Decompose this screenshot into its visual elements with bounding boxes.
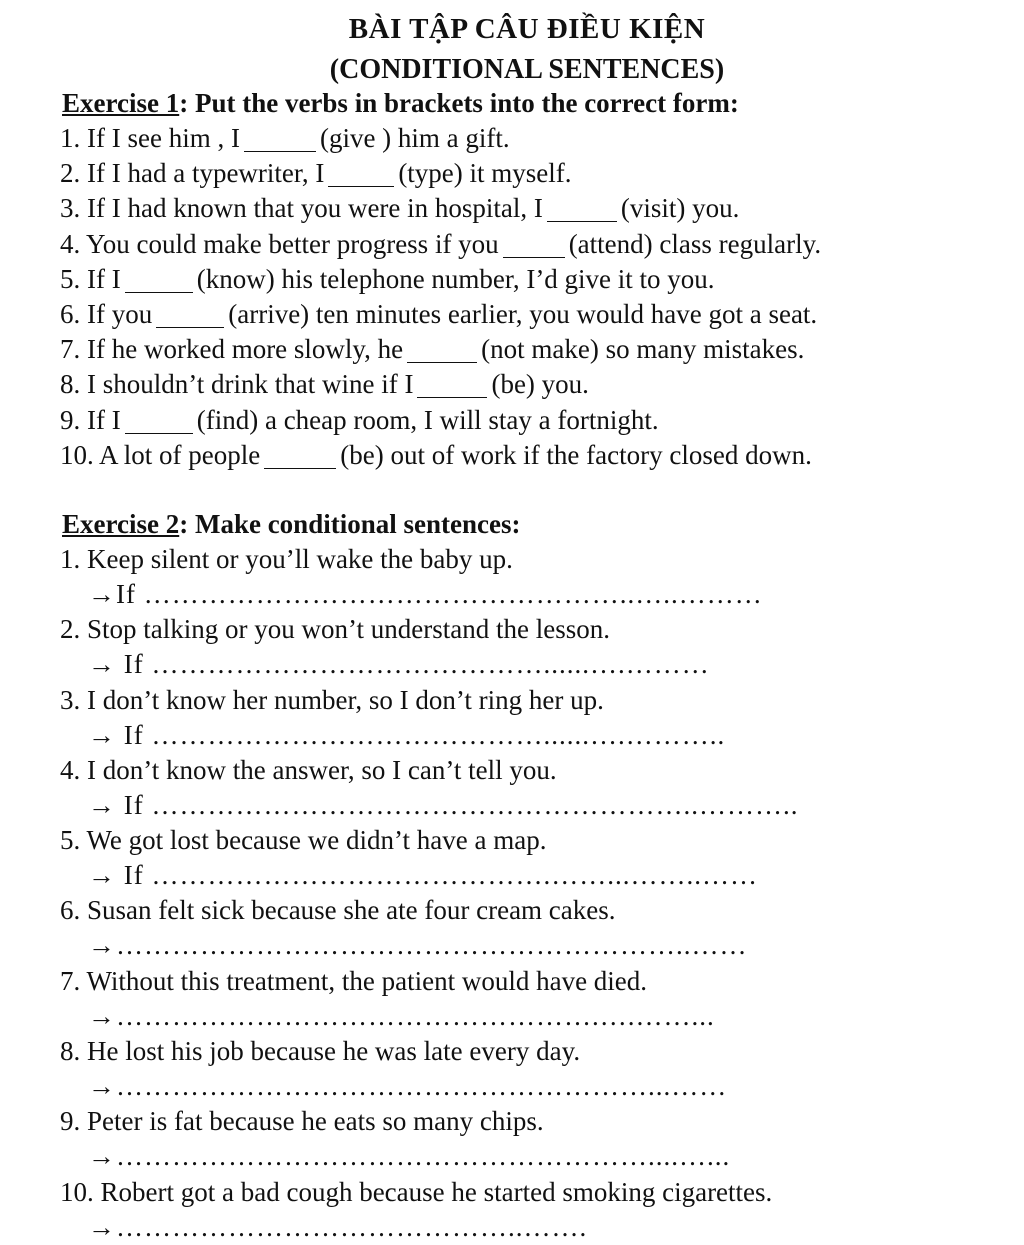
exercise-2-question: 9. Peter is fat because he eats so many chips.	[60, 1106, 544, 1137]
answer-blank[interactable]	[264, 467, 336, 469]
item-text: (know) his telephone number, I’d give it to you.	[196, 263, 715, 294]
answer-blank[interactable]	[547, 220, 617, 222]
exercise-2-question: 6. Susan felt sick because she ate four cream cakes.	[60, 895, 616, 926]
exercise-2-question: 5. We got lost because we didn’t have a map.	[60, 825, 547, 856]
exercise-1-item	[60, 332, 821, 367]
exercise-1-item	[60, 438, 821, 473]
exercise-2-label: Exercise 2	[62, 509, 180, 539]
item-text: 2. If I had a typewriter, I	[60, 158, 325, 189]
exercise-2-answer-line[interactable]: → If ……………………………………......….………..	[88, 719, 726, 750]
item-text: 1. If I see him , I	[60, 123, 240, 153]
exercise-2-question: 4. I don’t know the answer, so I can’t tell you.	[60, 754, 557, 785]
exercise-2-heading	[62, 507, 520, 542]
exercise-2-answer-line[interactable]: →If ……………………………………………..…..………	[88, 579, 763, 609]
exercise-2-instruction: : Make conditional sentences:	[179, 509, 521, 539]
item-text: 8. I shouldn’t drink that wine if I	[60, 369, 414, 400]
item-text: 6. If you	[60, 298, 153, 329]
exercise-2-list	[60, 542, 798, 1245]
item-text: (be) you.	[491, 369, 589, 400]
item-text: 10. A lot of people	[60, 439, 261, 470]
item-text: 5. If I	[60, 263, 121, 294]
item-text: (not make) so many mistakes.	[481, 334, 805, 365]
item-text: 7. If he worked more slowly, he	[60, 334, 404, 365]
item-text: (give ) him a gift.	[319, 123, 510, 153]
answer-blank[interactable]	[328, 185, 394, 187]
exercise-1-item	[60, 121, 821, 156]
item-text: (attend) class regularly.	[568, 228, 822, 259]
exercise-1-heading	[62, 86, 739, 121]
exercise-1-item	[60, 297, 821, 332]
exercise-2-question: 8. He lost his job because he was late every day.	[60, 1036, 581, 1067]
item-text: 9. If I	[60, 404, 121, 435]
item-text: 3. If I had known that you were in hospital, I	[60, 193, 543, 224]
exercise-2-question: 1. Keep silent or you’ll wake the baby up.	[60, 544, 513, 574]
item-text: 4. You could make better progress if you	[60, 228, 499, 259]
exercise-2-answer-line[interactable]: → If …………………………………………………..………..	[88, 789, 799, 820]
exercise-1-label: Exercise 1	[62, 88, 180, 118]
exercise-2-answer-line[interactable]: →…………………………………………………...……	[88, 1071, 728, 1102]
exercise-2-answer-line[interactable]: →……………………………………..…….	[88, 1211, 588, 1242]
exercise-2-question: 3. I don’t know her number, so I don’t ring her up.	[60, 684, 604, 715]
page-title: BÀI TẬP CÂU ĐIỀU KIỆN	[348, 13, 706, 45]
page-subtitle: (CONDITIONAL SENTENCES)	[329, 54, 725, 85]
item-text: (find) a cheap room, I will stay a fortnight.	[196, 404, 659, 435]
exercise-1-list	[60, 121, 821, 473]
exercise-2-question: 7. Without this treatment, the patient would have died.	[60, 965, 648, 996]
answer-blank[interactable]	[417, 396, 487, 398]
exercise-2-question: 2. Stop talking or you won’t understand the lesson.	[60, 614, 610, 645]
exercise-1-instruction: : Put the verbs in brackets into the correct form:	[179, 88, 739, 118]
exercise-2-answer-line[interactable]: →…………………………………………….….……...	[88, 1000, 715, 1031]
exercise-1-item	[60, 262, 821, 297]
item-text: (type) it myself.	[398, 158, 572, 189]
answer-blank[interactable]	[503, 256, 565, 258]
exercise-1-item	[60, 403, 821, 438]
exercise-2-answer-line[interactable]: →…………………………………………………....…...	[88, 1141, 731, 1172]
answer-blank[interactable]	[125, 291, 193, 293]
answer-blank[interactable]	[244, 150, 316, 152]
exercise-1-item	[60, 227, 821, 262]
exercise-1-item	[60, 191, 821, 226]
exercise-2-answer-line[interactable]: →……………………………………………………..……	[88, 930, 748, 961]
exercise-2-question: 10. Robert got a bad cough because he started smoking cigarettes.	[60, 1176, 773, 1207]
answer-blank[interactable]	[156, 326, 224, 328]
exercise-1-item	[60, 156, 821, 191]
item-text: (visit) you.	[620, 193, 740, 224]
item-text: (arrive) ten minutes earlier, you would have got a seat.	[228, 298, 818, 329]
answer-blank[interactable]	[125, 432, 193, 434]
exercise-2-answer-line[interactable]: → If …………………………………….……...……..……	[88, 860, 758, 891]
exercise-2-answer-line[interactable]: → If ……………………………………......….………	[88, 649, 710, 680]
answer-blank[interactable]	[407, 361, 477, 363]
item-text: (be) out of work if the factory closed down.	[340, 439, 812, 470]
exercise-1-item	[60, 367, 821, 402]
